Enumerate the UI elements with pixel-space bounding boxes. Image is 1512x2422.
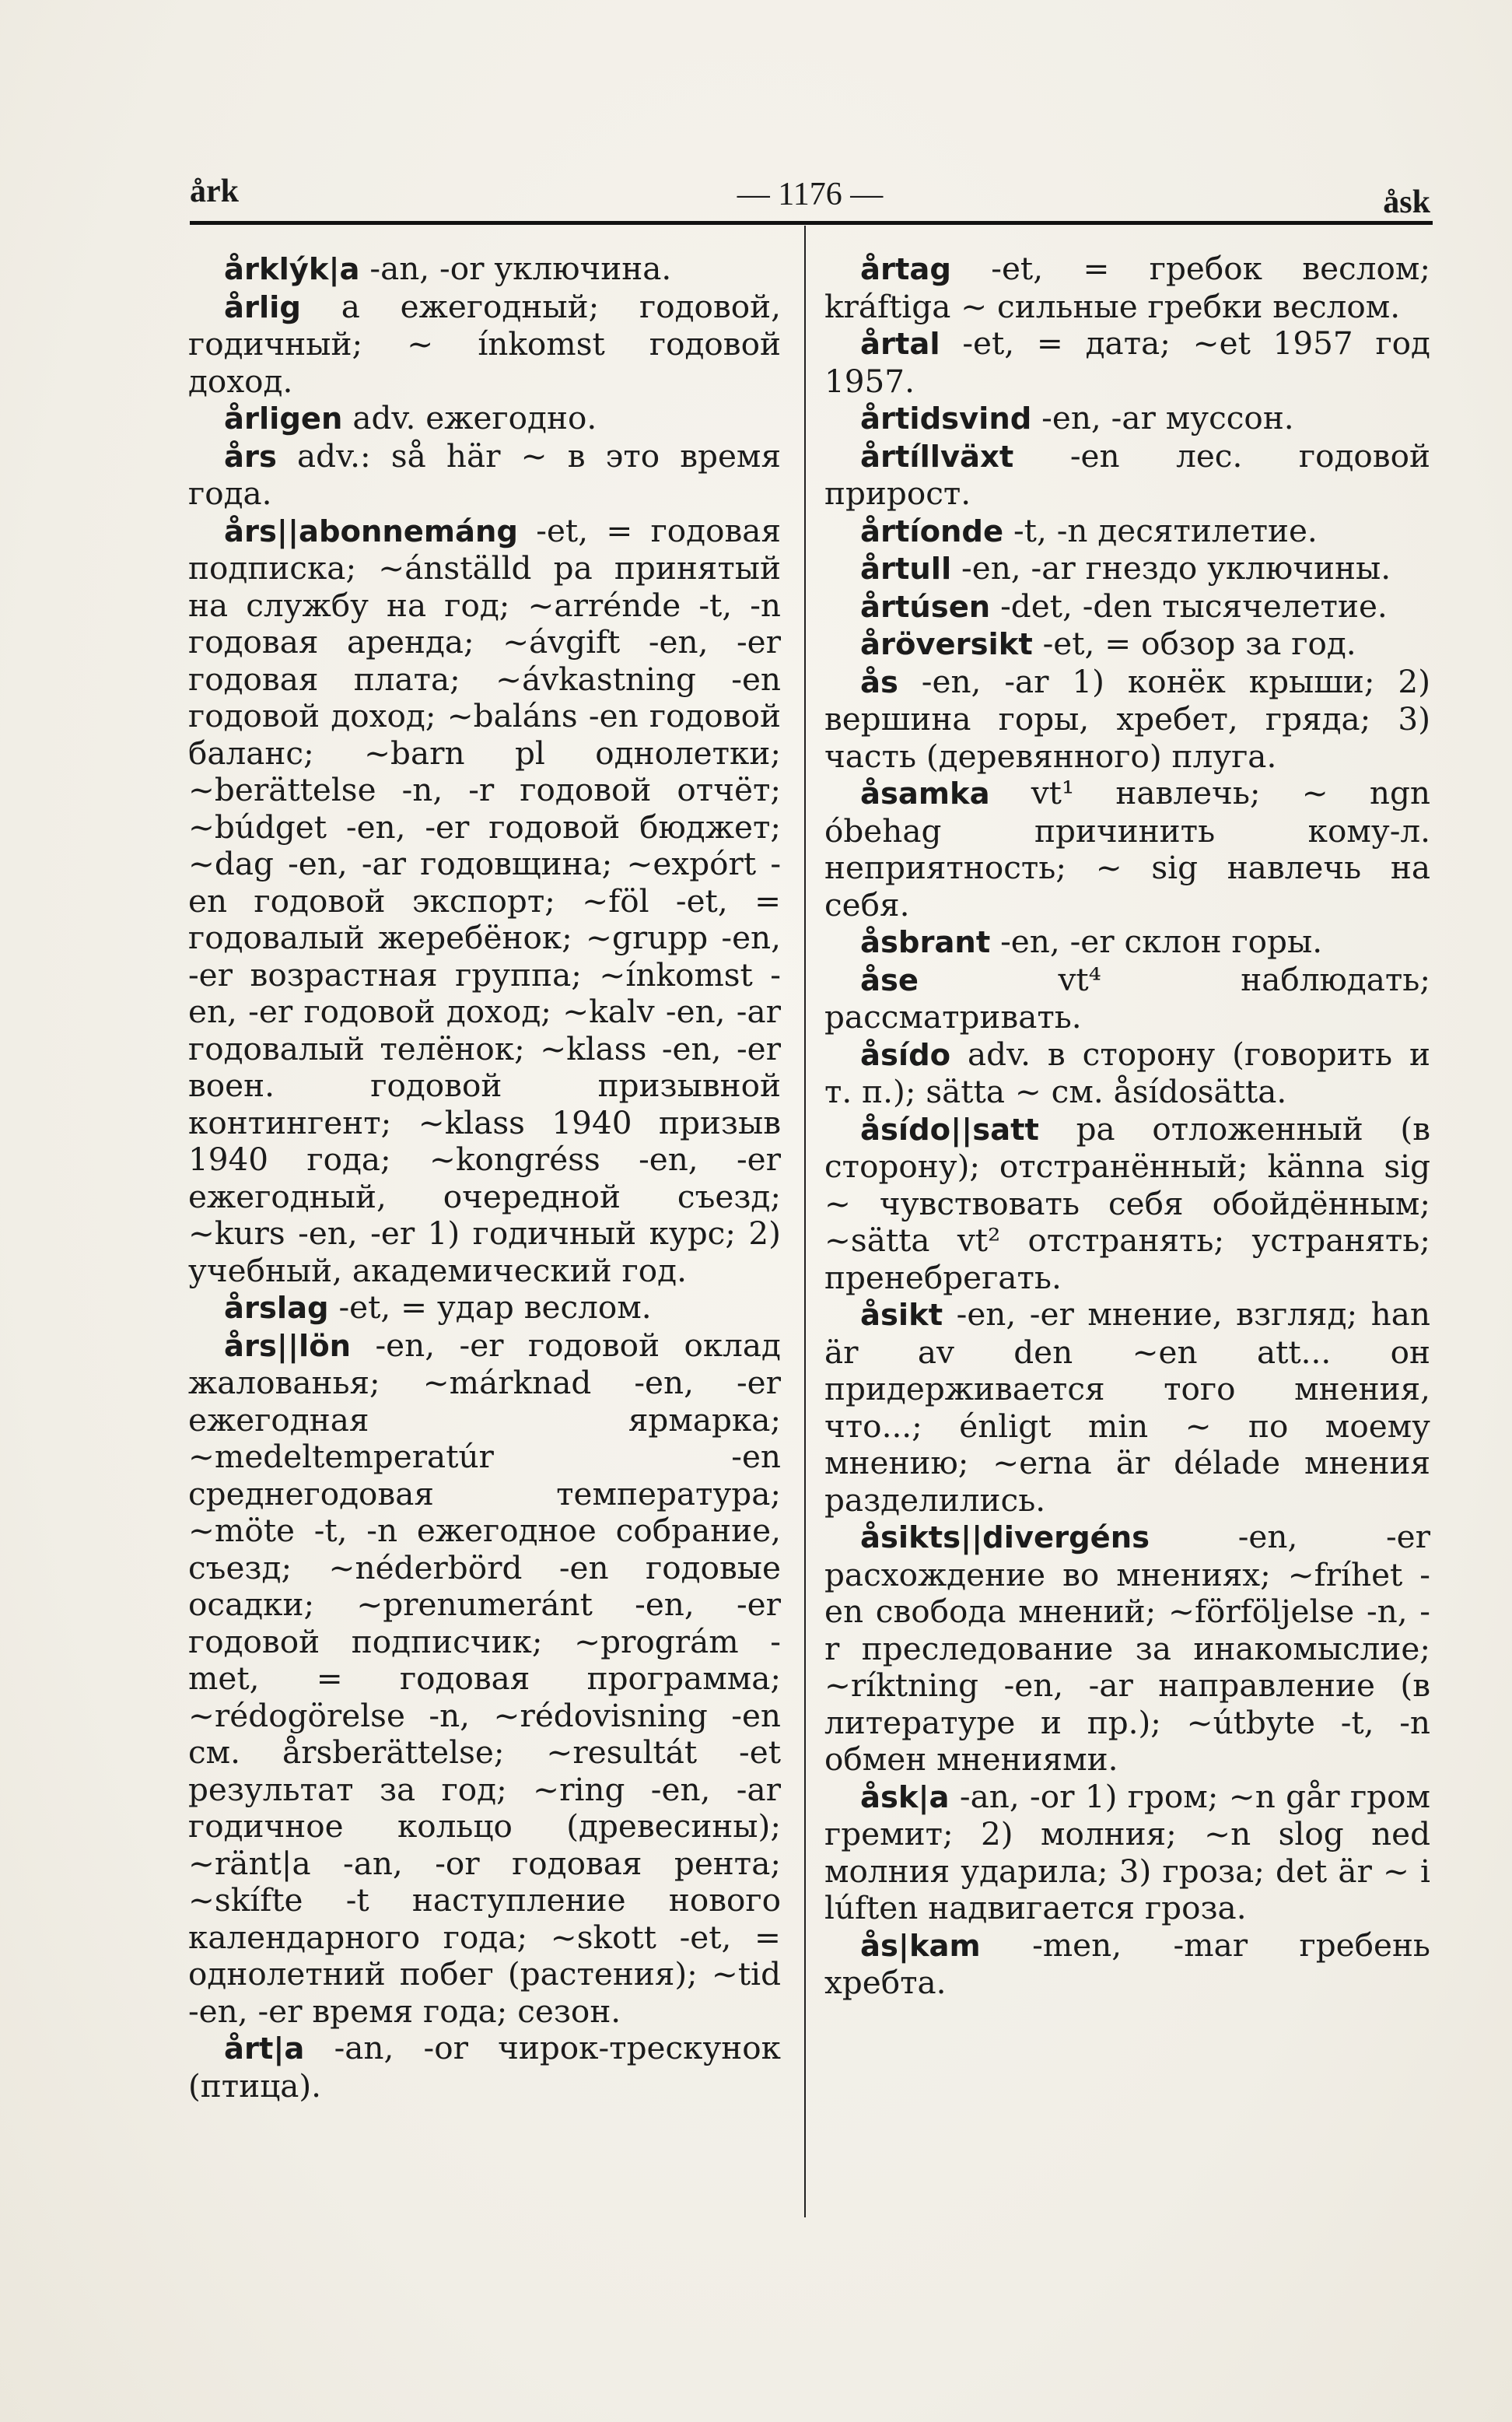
dictionary-entry: åsikts||divergéns -en, -er расхождение во мнениях; ~fríhet -en свобода мнений; ~förföljelse -n, -r преследование за инакомыслие; ~ríktning -en, -ar направление (в литературе и пр.); ~útbyte -t, -n обмен мнениями.: [824, 1518, 1430, 1778]
headword: åsído: [860, 1037, 951, 1073]
left-column: [188, 251, 781, 2105]
headword: årtull: [860, 552, 952, 587]
dictionary-entry: åsk|a -an, -or 1) гром; ~n går гром гремит; 2) молния; ~n slog ned молния ударила; 3) гроза; det är ~ i lúften надвигается гроза.: [824, 1777, 1430, 1926]
headword: årlig: [224, 289, 301, 325]
headword: årligen: [224, 401, 343, 436]
headword: åröversikt: [860, 627, 1033, 662]
dictionary-entry: årligen adv. ежегодно.: [224, 399, 597, 436]
headword: årt|a: [224, 2031, 305, 2066]
dictionary-entry: åse vt⁴ наблюдать; рассматривать.: [824, 960, 1430, 1036]
headword: åsbrant: [860, 925, 991, 960]
headword: åse: [860, 962, 919, 998]
dictionary-entry: åröversikt -et, = обзор за год.: [860, 625, 1356, 662]
headword: årtidsvind: [860, 401, 1032, 436]
dictionary-entry: årklýk|a -an, -or уключина.: [224, 250, 672, 287]
dictionary-entry: årlig a ежегодный; годовой, годичный; ~ ínkomst годовой доход.: [188, 287, 781, 400]
dictionary-entry: årtíllväxt -en лес. годовой прирост.: [824, 436, 1430, 512]
headword: åsikts||divergéns: [860, 1520, 1150, 1555]
dictionary-entry: åsído adv. в сторону (говорить и т. п.); sätta ~ см. åsídosätta.: [824, 1035, 1430, 1110]
dictionary-entry: åsikt -en, -er мнение, взгляд; han är av den ~en att... он придерживается того мнения, что...; énligt min ~ по моему мнению; ~erna är délade мнения разделились.: [824, 1295, 1430, 1519]
dictionary-entry: årt|a -an, -or чирок-трескунок (птица).: [188, 2029, 781, 2105]
dictionary-entry: årtag -et, = гребок веслом; kráftiga ~ сильные гребки веслом.: [824, 250, 1430, 325]
headword: års||abonnemáng: [224, 513, 518, 549]
column-divider: [804, 226, 806, 2217]
headword: årtúsen: [860, 589, 991, 625]
dictionary-entry: års||lön -en, -er годовой оклад жалованья; ~márknad -en, -er ежегодная ярмарка; ~medeltemperatúr -en среднегодовая температура; ~möte -t, -n ежегодное собрание, съезд; ~néderbörd -en годовые осадки; ~prenumeránt -en, -er годовой подписчик; ~prográm -met, = годовая программа; ~rédogörelse -n, ~rédovisning -en см. årsberättelse; ~resultát -et результат за год; ~ring -en, -ar годичное кольцо (древесины); ~ränt|a -an, -or годовая рента; ~skífte -t наступление нового календарного года; ~skott -et, = однолетний побег (растения); ~tid -en, -er время года; сезон.: [188, 1326, 781, 2030]
page-number: — 1176 —: [737, 177, 884, 212]
dictionary-entry: årtidsvind -en, -ar муссон.: [860, 399, 1294, 436]
headword: årtal: [860, 327, 940, 362]
header-rule: [190, 221, 1433, 225]
dictionary-entry: årtúsen -det, -den тысячелетие.: [860, 587, 1388, 625]
dictionary-entry: årtíonde -t, -n десятилетие.: [860, 511, 1318, 549]
headword: åsk|a: [860, 1779, 950, 1815]
right-guide-word: åsk: [1383, 184, 1430, 220]
dictionary-entry: årtull -en, -ar гнездо уключины.: [860, 549, 1391, 587]
headword: årtíllväxt: [860, 439, 1014, 475]
left-guide-word: årk: [190, 174, 239, 209]
right-column: [824, 251, 1430, 2002]
page-header: [190, 173, 1430, 219]
headword: års: [224, 439, 277, 475]
headword: årtag: [860, 252, 951, 287]
headword: årtíonde: [860, 513, 1004, 549]
headword: åsamka: [860, 776, 990, 811]
dictionary-entry: åsbrant -en, -er склон горы.: [860, 923, 1323, 960]
headword: ås: [860, 664, 898, 700]
dictionary-entry: åsamka vt¹ навлечь; ~ ngn óbehag причинить кому-л. неприятность; ~ sig навлечь на себя.: [824, 774, 1430, 924]
headword: åsikt: [860, 1298, 943, 1333]
headword: åsído||satt: [860, 1112, 1039, 1148]
dictionary-entry: åsído||satt pa отложенный (в сторону); отстранённый; känna sig ~ чувствовать себя обойдённым; ~sätta vt² отстранять; устранять; пренебрегать.: [824, 1109, 1430, 1296]
headword: års||lön: [224, 1328, 352, 1364]
dictionary-entry: ås|kam -men, -mar гребень хребта.: [824, 1926, 1430, 2001]
dictionary-entry: års||abonnemáng -et, = годовая подписка; ~ánställd pa принятый на службу на год; ~arrénde -t, -n годовая аренда; ~ávgift -en, -er годовая плата; ~ávkastning -en годовой доход; ~baláns -en годовой баланс; ~barn pl однолетки; ~berättelse -n, -r годовой отчёт; ~búdget -en, -er годовой бюджет; ~dag -en, -ar годовщина; ~expórt -en годовой экспорт; ~föl -et, = годовалый жеребёнок; ~grupp -en, -er возрастная группа; ~ínkomst -en, -er годовой доход; ~kalv -en, -ar годовалый телёнок; ~klass -en, -er воен. годовой призывной контингент; ~klass 1940 призыв 1940 года; ~kongréss -en, -er ежегодный, очередной съезд; ~kurs -en, -er 1) годичный курс; 2) учебный, академический год.: [188, 511, 781, 1289]
headword: ås|kam: [860, 1928, 981, 1964]
dictionary-entry: års adv.: så här ~ в это время года.: [188, 436, 781, 512]
dictionary-entry: årslag -et, = удар веслом.: [224, 1288, 652, 1326]
headword: årklýk|a: [224, 252, 360, 287]
headword: årslag: [224, 1291, 329, 1326]
dictionary-entry: årtal -et, = дата; ~et 1957 год 1957.: [824, 324, 1430, 400]
dictionary-entry: ås -en, -ar 1) конёк крыши; 2) вершина горы, хребет, гряда; 3) часть (деревянного) плуга.: [824, 662, 1430, 775]
